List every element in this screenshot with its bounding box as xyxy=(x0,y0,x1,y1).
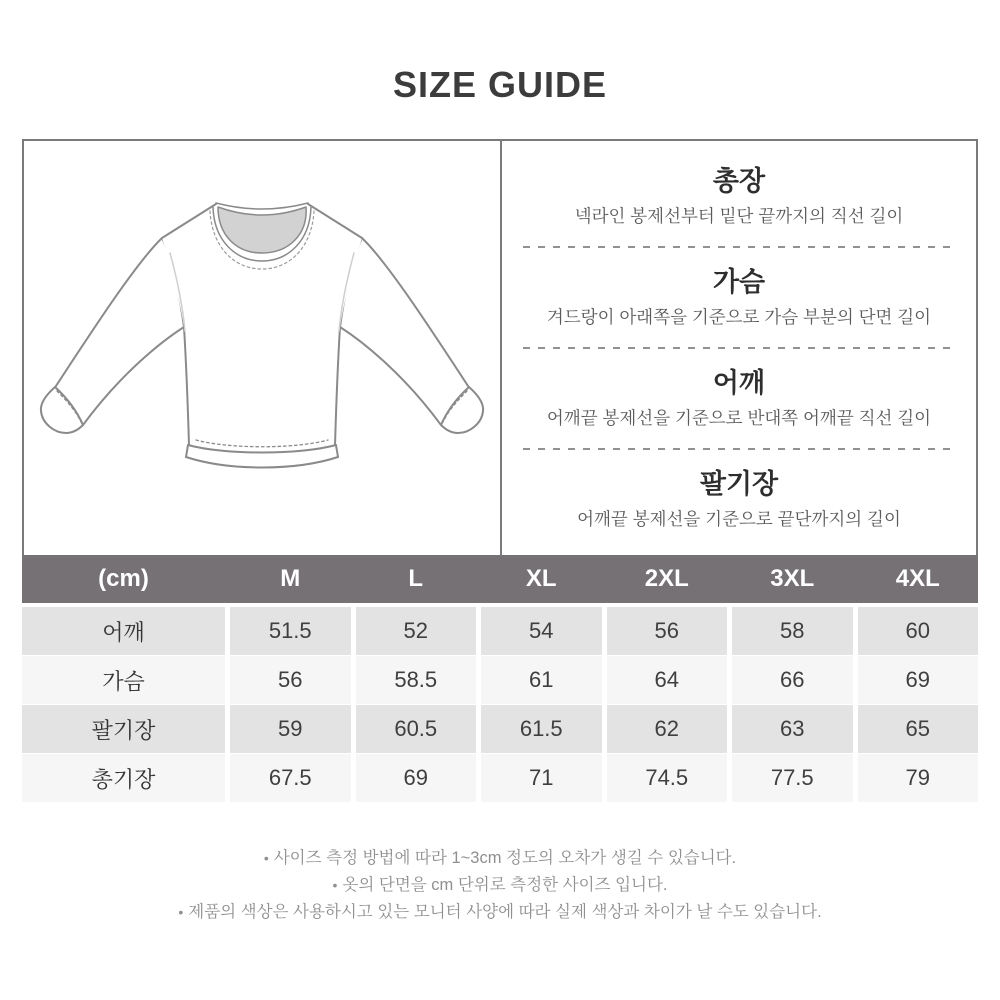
cell-value: 60.5 xyxy=(356,705,477,753)
cell-value: 52 xyxy=(356,607,477,655)
sweatshirt-illustration xyxy=(24,141,500,555)
note-line xyxy=(0,845,1000,872)
bullet-icon: • xyxy=(332,877,338,893)
cell-value: 79 xyxy=(858,754,979,802)
note-text: 사이즈 측정 방법에 따라 1~3cm 정도의 오차가 생길 수 있습니다. xyxy=(273,849,737,867)
cell-value: 58.5 xyxy=(356,656,477,704)
measure-desc: 어깨끝 봉제선을 기준으로 끝단까지의 길이 xyxy=(577,508,901,529)
cell-value: 71 xyxy=(481,754,602,802)
note-text: 제품의 색상은 사용하시고 있는 모니터 사양에 따라 실제 색상과 차이가 날 수도 있습니다. xyxy=(188,903,822,921)
row-label: 어깨 xyxy=(22,607,225,655)
table-header-size-4xl: 4XL xyxy=(895,565,940,592)
cell-value: 56 xyxy=(607,607,728,655)
row-label: 팔기장 xyxy=(22,705,225,753)
cell-value: 61.5 xyxy=(481,705,602,753)
cell-value: 60 xyxy=(858,607,979,655)
measure-guide-box xyxy=(22,139,978,557)
garment-illustration-panel xyxy=(24,141,500,555)
table-row-chest xyxy=(22,656,978,704)
size-table xyxy=(22,555,978,803)
table-header-size-l: L xyxy=(408,565,424,592)
table-header-size-2xl: 2XL xyxy=(644,565,689,592)
footer-notes xyxy=(0,845,1000,926)
row-label: 총기장 xyxy=(22,754,225,802)
note-text: 옷의 단면을 cm 단위로 측정한 사이즈 입니다. xyxy=(342,876,668,894)
bullet-icon: • xyxy=(178,904,184,920)
cell-value: 69 xyxy=(858,656,979,704)
cell-value: 54 xyxy=(481,607,602,655)
measure-section-chest xyxy=(502,248,976,347)
measure-desc: 겨드랑이 아래쪽을 기준으로 가슴 부분의 단면 길이 xyxy=(546,306,932,327)
measure-section-shoulder xyxy=(502,349,976,448)
cell-value: 61 xyxy=(481,656,602,704)
measure-title: 총장 xyxy=(712,166,766,197)
measure-descriptions-panel xyxy=(502,141,976,555)
cell-value: 66 xyxy=(732,656,853,704)
measure-desc: 어깨끝 봉제선을 기준으로 반대쪽 어깨끝 직선 길이 xyxy=(546,407,932,428)
cell-value: 65 xyxy=(858,705,979,753)
table-row-shoulder xyxy=(22,607,978,655)
cell-value: 59 xyxy=(230,705,351,753)
row-label: 가슴 xyxy=(22,656,225,704)
cell-value: 62 xyxy=(607,705,728,753)
page-title: SIZE GUIDE xyxy=(392,64,608,105)
cell-value: 77.5 xyxy=(732,754,853,802)
table-header-row xyxy=(22,555,978,603)
note-line xyxy=(0,899,1000,926)
cell-value: 63 xyxy=(732,705,853,753)
cell-value: 69 xyxy=(356,754,477,802)
table-header-unit: (cm) xyxy=(98,565,149,592)
measure-desc: 넥라인 봉제선부터 밑단 끝까지의 직선 길이 xyxy=(574,205,904,226)
measure-title: 어깨 xyxy=(712,368,766,399)
bullet-icon: • xyxy=(263,850,269,866)
table-header-size-m: M xyxy=(280,565,301,592)
cell-value: 74.5 xyxy=(607,754,728,802)
measure-title: 팔기장 xyxy=(699,469,779,500)
table-row-total-length xyxy=(22,754,978,802)
table-row-sleeve xyxy=(22,705,978,753)
table-header-size-xl: XL xyxy=(525,565,557,592)
cell-value: 56 xyxy=(230,656,351,704)
cell-value: 58 xyxy=(732,607,853,655)
measure-section-sleeve xyxy=(502,450,976,549)
cell-value: 67.5 xyxy=(230,754,351,802)
table-header-size-3xl: 3XL xyxy=(770,565,815,592)
note-line xyxy=(0,872,1000,899)
measure-section-total-length xyxy=(502,147,976,246)
measure-title: 가슴 xyxy=(712,267,766,298)
cell-value: 64 xyxy=(607,656,728,704)
cell-value: 51.5 xyxy=(230,607,351,655)
